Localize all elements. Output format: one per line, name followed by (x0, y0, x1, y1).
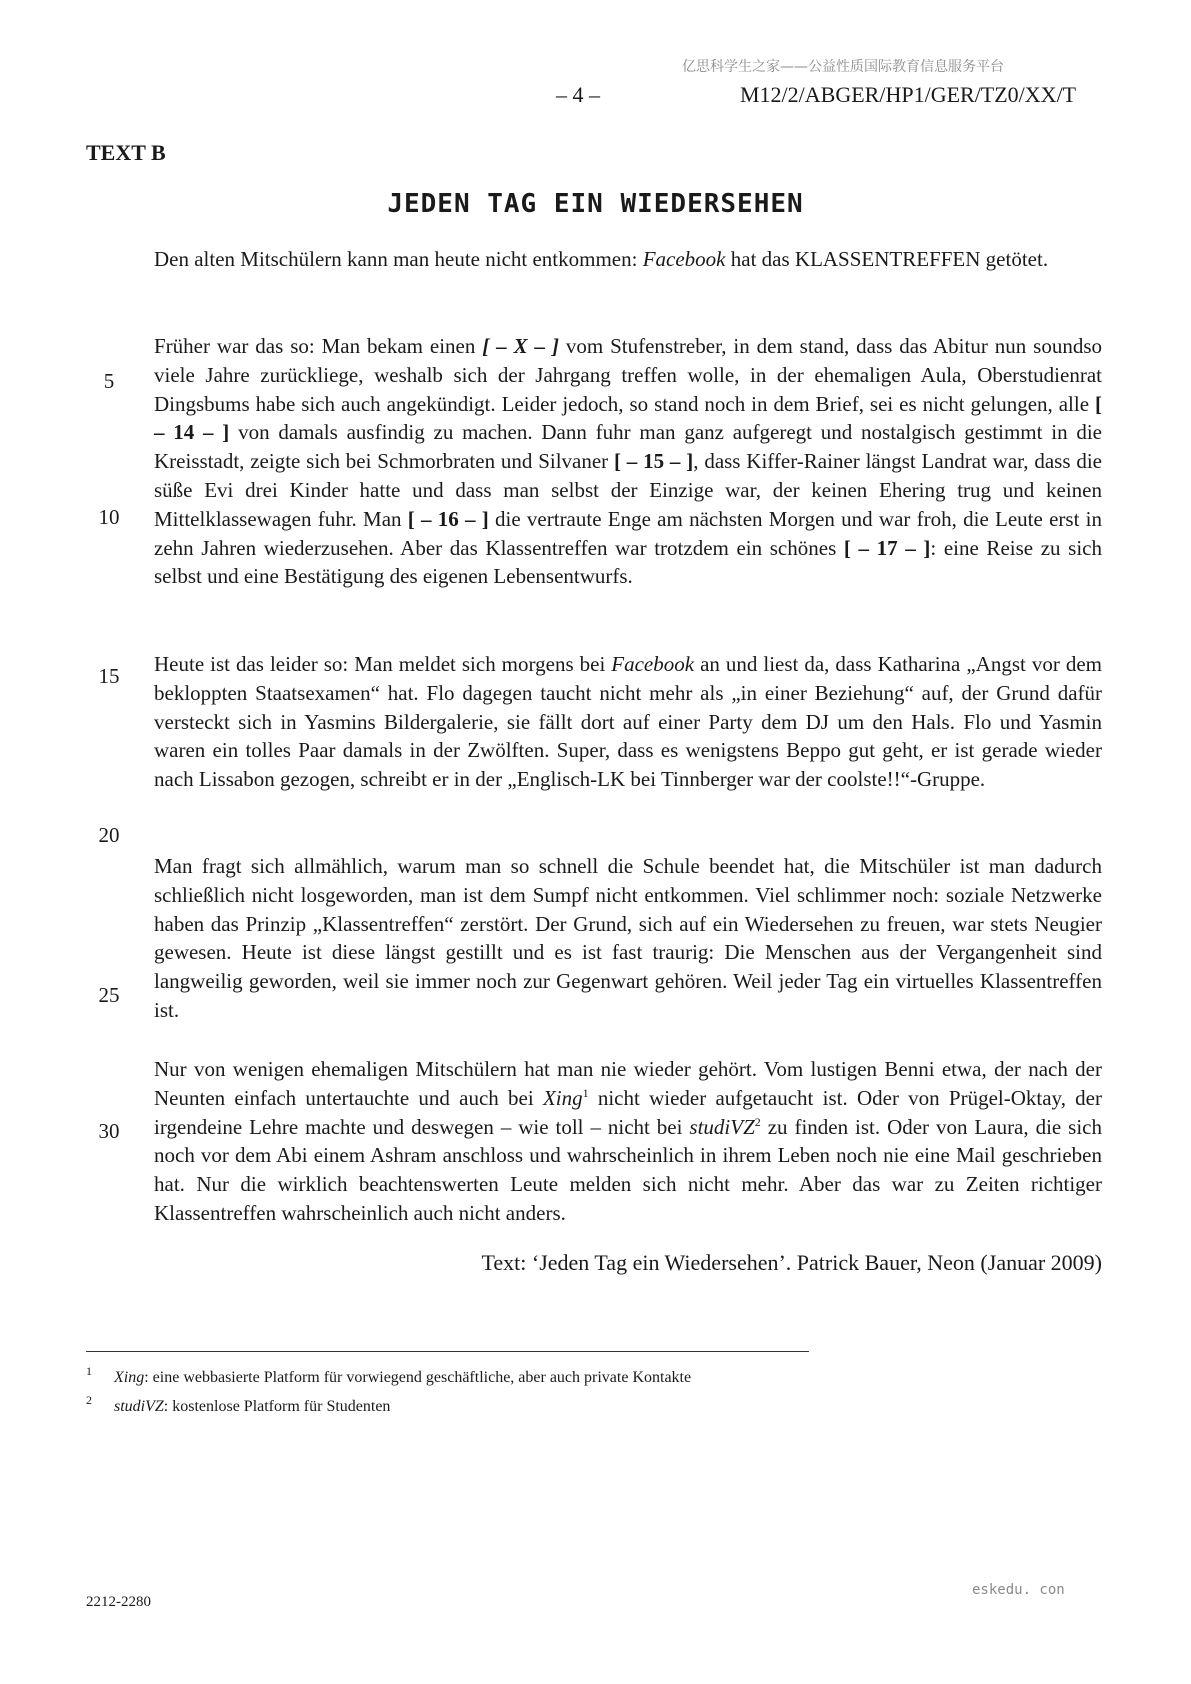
text-run: an und liest da, dass Katharina „Angst vor dem bekloppten Staatsexamen“ hat. Flo dagegen taucht nicht mehr als „in einer Beziehung“ auf, der Grund dafür versteckt sich in Yasmins Bildergalerie, sie fällt dort auf einer Party dem DJ um den Hals. Flo und Yasmin waren ein tolles Paar damals in der Zwölften. Super, dass es wenigstens Beppo gut geht, er ist gerade wieder nach Lissabon gezogen, schreibt er in der „Englisch-LK bei Tinnberger war der coolste!!“-Gruppe. (154, 652, 1102, 792)
source-citation: Text: ‘Jeden Tag ein Wiedersehen’. Patrick Bauer, Neon (Januar 2009) (481, 1250, 1102, 1275)
article-title: JEDEN TAG EIN WIEDERSEHEN (387, 189, 804, 219)
italic-term: Facebook (611, 652, 695, 676)
line-number: 15 (98, 664, 120, 688)
gap-marker: [ – 15 – ] (614, 449, 694, 474)
text-run: Den alten Mitschülern kann man heute nicht entkommen: (154, 247, 643, 271)
bottom-watermark: eskedu. con (972, 1582, 1065, 1598)
text-run: vom Stufenstreber, in dem stand, dass das Abitur nun soundso viele Jahre zurückliege, weshalb sich der Jahrgang treffen wolle, in der ehemaligen Aula, Oberstudienrat Dingsbums habe sich auch angekündigt. Leider jedoch, so stand noch in dem Brief, sei es nicht gelungen, alle (154, 334, 1102, 416)
page-number: – 4 – (556, 82, 600, 107)
footnote-body (114, 1398, 974, 1416)
article-paragraph (154, 852, 1102, 1025)
text-run: Früher war das so: Man bekam einen (154, 334, 483, 358)
top-watermark: 亿思科学生之家——公益性质国际教育信息服务平台 (682, 59, 1004, 75)
footnote-mark: 1 (86, 1364, 92, 1378)
article-paragraph (154, 650, 1102, 794)
article-paragraph (154, 332, 1102, 591)
line-number: 25 (98, 983, 120, 1007)
article-paragraph (154, 1055, 1102, 1228)
text-run: die vertraute Enge am nächsten Morgen und war froh, die Leute erst in zehn Jahren wiederzusehen. Aber das Klassentreffen war trotzdem ein schönes (154, 506, 1102, 560)
line-number: 20 (98, 823, 120, 847)
footnote-text: : eine webbasierte Platform für vorwiegend geschäftliche, aber auch private Kontakte (144, 1369, 692, 1386)
text-run: Man fragt sich allmählich, warum man so schnell die Schule beendet hat, die Mitschüler ist man dadurch schließlich nicht losgeworden, man ist dem Sumpf nicht entkommen. Viel schlimmer noch: soziale Netzwerke haben das Prinzip „Klassentreffen“ zerstört. Der Grund, sich auf ein Wiedersehen zu freuen, war stets Neugier gewesen. Heute ist diese längst gestillt und es ist fast traurig: Die Menschen aus der Vergangenheit sind langweilig geworden, weil sie immer noch zur Gegenwart gehören. Weil jeder Tag ein virtuelles Klassentreffen ist. (154, 854, 1102, 1022)
footnote-body (114, 1369, 974, 1387)
italic-term: Xing (542, 1085, 583, 1110)
text-run: , dass Kiffer-Rainer längst Landrat war, dass die süße Evi drei Kinder hatte und dass man selbst der Einzige war, der keinen Ehering trug und keinen Mittelklassewagen fuhr. Man (154, 449, 1102, 531)
gap-marker: [ – 14 – ] (154, 391, 1102, 445)
text-run: nicht wieder aufgetaucht ist. Oder von Prügel-Oktay, der irgendeine Lehre machte und deswegen – wie toll – nicht bei (154, 1085, 1102, 1139)
line-number: 5 (103, 369, 115, 393)
text-run: Nur von wenigen ehemaligen Mitschülern hat man nie wieder gehört. Vom lustigen Benni etwa, der nach der Neunten einfach untertauchte und auch bei (154, 1057, 1102, 1110)
footnote-text: : kostenlose Platform für Studenten (163, 1398, 391, 1415)
text-run: von damals ausfindig zu machen. Dann fuhr man ganz aufgeregt und nostalgisch gestimmt in die Kreisstadt, zeigte sich bei Schmorbraten und Silvaner (154, 420, 1102, 474)
footnote-ref: 1 (582, 1085, 589, 1100)
italic-term: Facebook (642, 247, 726, 271)
footnote-mark: 2 (86, 1393, 92, 1407)
line-number: 30 (98, 1119, 120, 1143)
text-run: hat das KLASSENTREFFEN getötet. (725, 247, 1049, 271)
text-run: Heute ist das leider so: Man meldet sich morgens bei (154, 652, 612, 676)
section-label: TEXT B (86, 140, 166, 165)
footnote-ref: 2 (754, 1114, 761, 1129)
gap-marker: [ – 17 – ] (843, 535, 931, 560)
gap-marker-example: [ – X – ] (482, 334, 559, 358)
article-paragraph (154, 245, 1102, 274)
document-id: 2212-2280 (86, 1594, 151, 1610)
line-number: 10 (98, 505, 120, 529)
italic-term: studiVZ (689, 1114, 755, 1139)
text-run: : eine Reise zu sich selbst und eine Bestätigung des eigenen Lebensentwurfs. (154, 535, 1102, 589)
footnote-term: Xing (114, 1369, 145, 1386)
document-code: M12/2/ABGER/HP1/GER/TZ0/XX/T (740, 82, 1077, 107)
footnote-term: studiVZ (114, 1398, 164, 1415)
gap-marker: [ – 16 – ] (407, 506, 489, 531)
footnote-divider (86, 1351, 809, 1352)
text-run: zu finden ist. Oder von Laura, die sich noch vor dem Abi einem Ashram anschloss und wahrscheinlich in ihrem Leben noch nie eine Mail geschrieben hat. Nur die wirklich beachtenswerten Leute melden sich nicht mehr. Aber das war zu Zeiten richtiger Klassentreffen wahrscheinlich auch nicht anders. (154, 1114, 1102, 1225)
